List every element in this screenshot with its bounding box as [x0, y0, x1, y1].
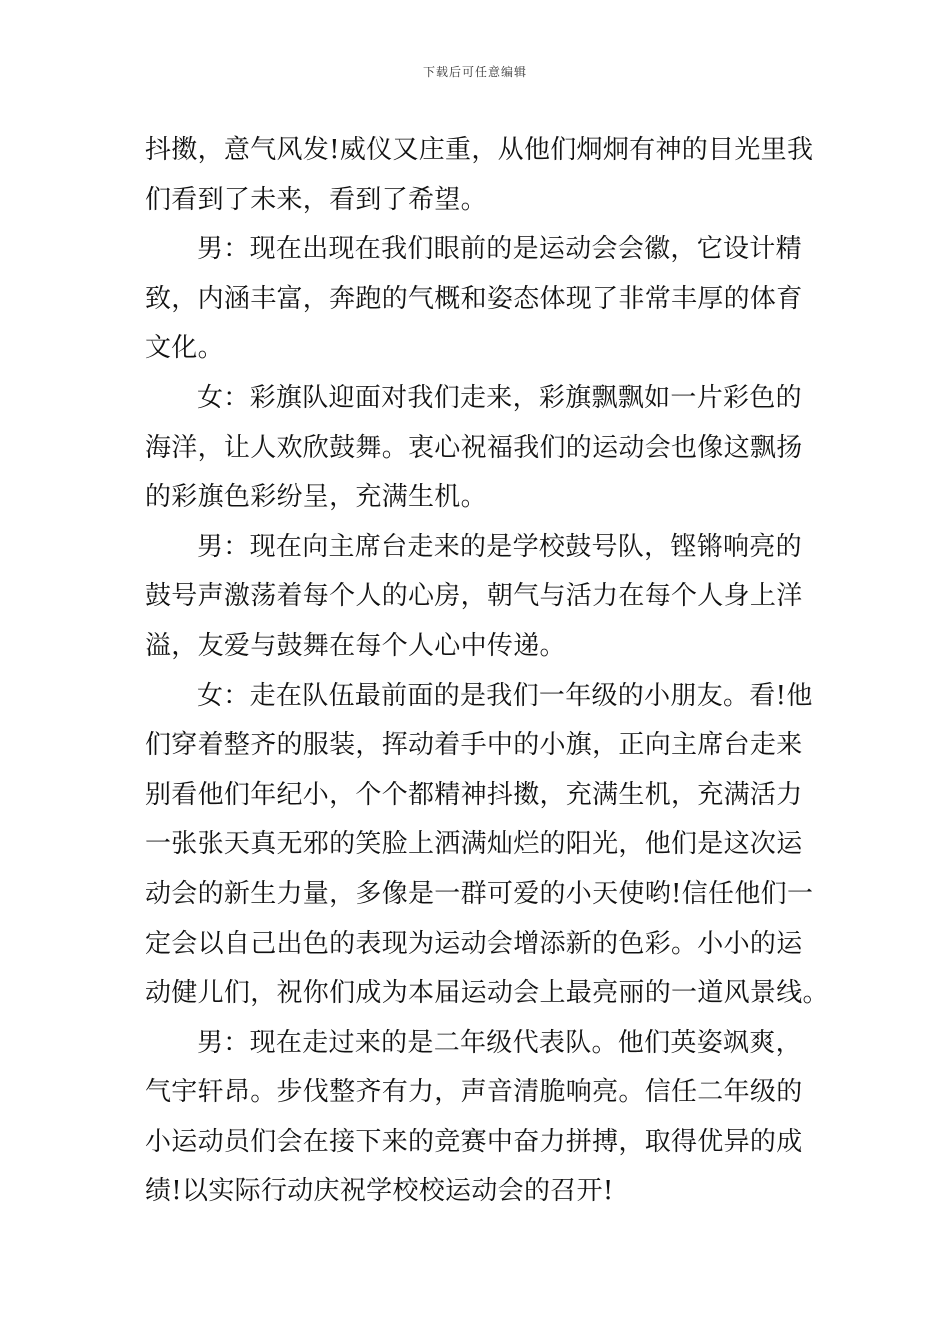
paragraph-start-line: 女：走在队伍最前面的是我们一年级的小朋友。看!他 — [197, 680, 813, 711]
text-line: 一张张天真无邪的笑脸上洒满灿烂的阳光，他们是这次运 — [145, 829, 803, 860]
text-line: 别看他们年纪小，个个都精神抖擞，充满生机，充满活力 — [145, 779, 803, 810]
text-line: 的彩旗色彩纷呈，充满生机。 — [145, 482, 487, 513]
text-line: 溢，友爱与鼓舞在每个人心中传递。 — [145, 630, 566, 661]
text-line: 定会以自己出色的表现为运动会增添新的色彩。小小的运 — [145, 928, 803, 959]
text-line: 文化。 — [145, 333, 224, 364]
text-line: 致，内涵丰富，奔跑的气概和姿态体现了非常丰厚的体育 — [145, 283, 803, 314]
paragraph-start-line: 男：现在向主席台走来的是学校鼓号队，铿锵响亮的 — [197, 531, 802, 562]
text-line: 们穿着整齐的服装，挥动着手中的小旗，正向主席台走来 — [145, 730, 803, 761]
paragraph-start-line: 男：现在出现在我们眼前的是运动会会徽，它设计精 — [197, 234, 802, 265]
text-line: 们看到了未来，看到了希望。 — [145, 184, 487, 215]
text-line: 动健儿们，祝你们成为本届运动会上最亮丽的一道风景线。 — [145, 978, 829, 1009]
paragraph-start-line: 女：彩旗队迎面对我们走来，彩旗飘飘如一片彩色的 — [197, 382, 802, 413]
text-line: 海洋，让人欢欣鼓舞。衷心祝福我们的运动会也像这飘扬 — [145, 432, 803, 463]
paragraph-start-line: 男：现在走过来的是二年级代表队。他们英姿飒爽， — [197, 1027, 802, 1058]
text-line: 鼓号声激荡着每个人的心房，朝气与活力在每个人身上洋 — [145, 581, 803, 612]
text-line: 小运动员们会在接下来的竞赛中奋力拼搏，取得优异的成 — [145, 1126, 803, 1157]
text-line: 抖擞，意气风发!威仪又庄重，从他们炯炯有神的目光里我 — [145, 135, 814, 165]
text-line: 气宇轩昂。步伐整齐有力，声音清脆响亮。信任二年级的 — [145, 1077, 803, 1108]
text-line: 绩!以实际行动庆祝学校校运动会的召开! — [145, 1176, 614, 1207]
document-body — [145, 126, 829, 1217]
page-header: 下载后可任意编辑 — [422, 65, 527, 79]
text-line: 动会的新生力量，多像是一群可爱的小天使哟!信任他们一 — [145, 878, 814, 909]
